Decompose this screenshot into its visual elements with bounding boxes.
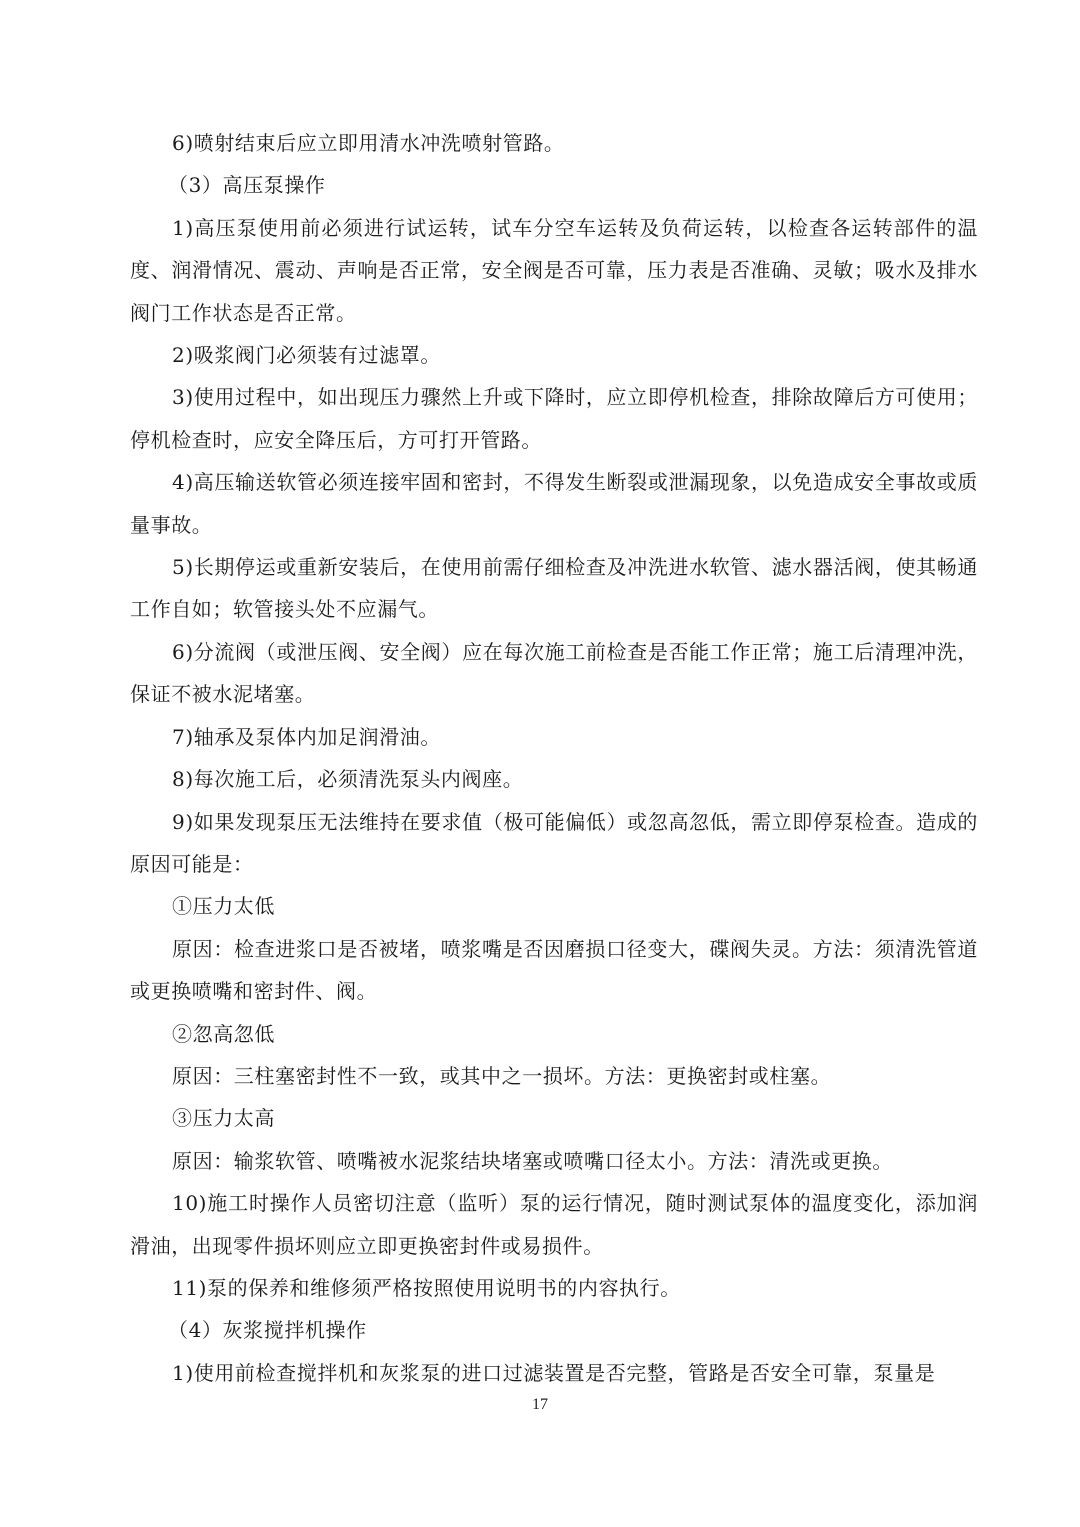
paragraph-1-mixer-check: 1)使用前检查搅拌机和灰浆泵的进口过滤装置是否完整，管路是否安全可靠，泵量是 — [172, 1360, 936, 1385]
paragraph-10-monitoring: 10)施工时操作人员密切注意（监听）泵的运行情况，随时测试泵体的温度变化，添加润滑油，出现零件损坏则应立即更换密封件或易损件。 — [130, 1191, 978, 1258]
paragraph-3-pressure-change: 3)使用过程中，如出现压力骤然上升或下降时，应立即停机检查，排除故障后方可使用；停机检查时，应安全降压后，方可打开管路。 — [130, 385, 978, 452]
document-body — [130, 122, 978, 1394]
paragraph-6-rinse-pipe: 6)喷射结束后应立即用清水冲洗喷射管路。 — [172, 131, 565, 155]
paragraph-1-trial-run: 1)高压泵使用前必须进行试运转，试车分空车运转及负荷运转，以检查各运转部件的温度、润滑情况、震动、声响是否正常，安全阀是否可靠，压力表是否准确、灵敏；吸水及排水阀门工作状态是否正常。 — [130, 215, 978, 325]
list-item-pressure-high: ③压力太高 — [172, 1106, 275, 1131]
paragraph-8-clean-valve-seat: 8)每次施工后，必须清洗泵头内阀座。 — [172, 767, 524, 792]
paragraph-cause-pressure-fluctuating: 原因：三柱塞密封性不一致，或其中之一损坏。方法：更换密封或柱塞。 — [172, 1063, 832, 1088]
paragraph-5-long-stop: 5)长期停运或重新安装后，在使用前需仔细检查及冲洗进水软管、滤水器活阀，使其畅通工作自如；软管接头处不应漏气。 — [130, 555, 978, 622]
paragraph-cause-pressure-low: 原因：检查进浆口是否被堵，喷浆嘴是否因磨损口径变大，碟阀失灵。方法：须清洗管道或更换喷嘴和密封件、阀。 — [130, 936, 978, 1004]
paragraph-6-diverter-valve: 6)分流阀（或泄压阀、安全阀）应在每次施工前检查是否能工作正常；施工后清理冲洗，保证不被水泥堵塞。 — [130, 639, 978, 707]
section-heading-high-pressure-pump: （3）高压泵操作 — [168, 173, 326, 198]
paragraph-11-maintenance: 11)泵的保养和维修须严格按照使用说明书的内容执行。 — [172, 1275, 681, 1300]
page-number: 17 — [532, 1396, 548, 1413]
paragraph-cause-pressure-high: 原因：输浆软管、喷嘴被水泥浆结块堵塞或喷嘴口径太小。方法：清洗或更换。 — [172, 1148, 893, 1173]
paragraph-9-pressure-fault: 9)如果发现泵压无法维持在要求值（极可能偏低）或忽高忽低，需立即停泵检查。造成的原因可能是： — [130, 809, 978, 876]
section-heading-mortar-mixer: （4）灰浆搅拌机操作 — [168, 1318, 367, 1343]
paragraph-7-lubrication: 7)轴承及泵体内加足润滑油。 — [172, 724, 441, 749]
list-item-pressure-fluctuating: ②忽高忽低 — [172, 1021, 275, 1046]
paragraph-4-hose-connection: 4)高压输送软管必须连接牢固和密封，不得发生断裂或泄漏现象，以免造成安全事故或质量事故。 — [130, 470, 978, 537]
paragraph-2-filter-cover: 2)吸浆阀门必须装有过滤罩。 — [172, 343, 441, 368]
list-item-pressure-low: ①压力太低 — [172, 894, 275, 919]
